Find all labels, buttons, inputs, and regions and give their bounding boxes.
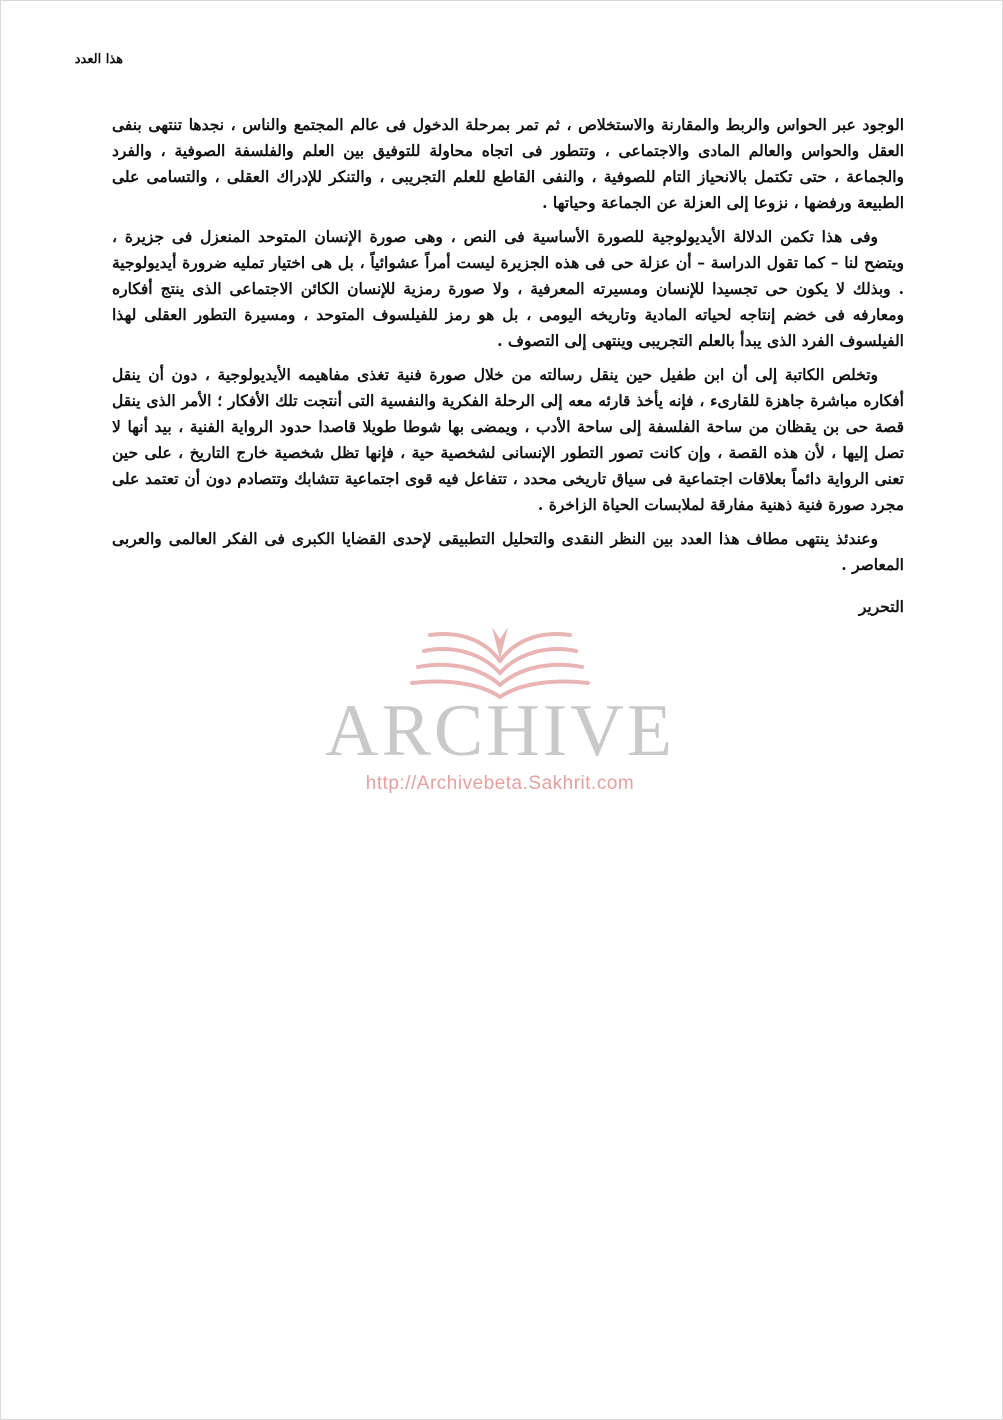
paragraph-3: وتخلص الكاتبة إلى أن ابن طفيل حين ينقل رسالته من خلال صورة فنية تغذى مفاهيمه الأيديولوجية ، دون أن ينقل أفكاره مباشرة جاهزة للقارىء ، فإنه يأخذ قارئه معه إلى الرحلة الفكرية والنفسية التى أنتجت تلك الأفكار ؛ الأمر الذى ينقل قصة حى بن يقظان من ساحة الفلسفة إلى ساحة الأدب ، ويمضى بها شوطا طويلا قاصدا حدود الرواية الفنية ، بيد أنها لا تصل إليها ، لأن هذه القصة ، وإن كانت تصور التطور الإنسانى لشخصية حية ، فإنها تظل شخصية خارج التاريخ ، على حين تعنى الرواية دائماً بعلاقات اجتماعية فى سياق تاريخى محدد ، تتفاعل فيه قوى اجتماعية تتشابك وتتصادم دون أن تعتمد على مجرد صورة فنية ذهنية مفارقة لملابسات الحياة الزاخرة . — [112, 365, 904, 514]
article-body — [112, 112, 904, 620]
paragraph-1: الوجود عبر الحواس والربط والمقارنة والاستخلاص ، ثم تمر بمرحلة الدخول فى عالم المجتمع والناس ، نجدها تنتهى بنفى العقل والحواس والعالم المادى والاجتماعى ، وتتطور فى اتجاه محاولة للتوفيق بين العلم والفلسفة الصوفية ، والفرد والجماعة ، حتى تكتمل بالانحياز التام للصوفية ، والنفى القاطع للعلم التجريبى ، والتنكر للإدراك العقلى ، والتسامى على الطبيعة ورفضها ، نزوعا إلى العزلة عن الجماعة وحياتها . — [112, 115, 904, 212]
paragraph-2: وفى هذا تكمن الدلالة الأيديولوجية للصورة الأساسية فى النص ، وهى صورة الإنسان المتوحد المنعزل فى جزيرة ، ويتضح لنا – كما تقول الدراسة – أن عزلة حى فى هذه الجزيرة ليست أمراً عشوائياً ، بل هى اختيار تمليه ضرورة أيديولوجية . وبذلك لا يكون حى تجسيدا للإنسان ومسيرته المعرفية ، ولا صورة رمزية للإنسان الكائن الاجتماعى الذى ينتج أفكاره ومعارفه فى خضم إنتاجه لحياته المادية وتاريخه اليومى ، بل هو رمز للفيلسوف المتوحد ، ومسيرة التطور العقلى لهذا الفيلسوف الفرد الذى يبدأ بالعلم التجريبى وينتهى إلى التصوف . — [112, 227, 904, 350]
paragraph-4: وعندئذ ينتهى مطاف هذا العدد بين النظر النقدى والتحليل التطبيقى لإحدى القضايا الكبرى فى الفكر العالمى والعربى المعاصر . — [112, 529, 904, 574]
archive-watermark — [300, 605, 700, 805]
watermark-word: ARCHIVE — [325, 690, 675, 772]
editorial-signature: التحرير — [858, 597, 904, 616]
running-header: هذا العدد — [74, 52, 123, 67]
watermark-url: http://Archivebeta.Sakhrit.com — [365, 773, 635, 794]
open-book-icon — [400, 605, 600, 705]
